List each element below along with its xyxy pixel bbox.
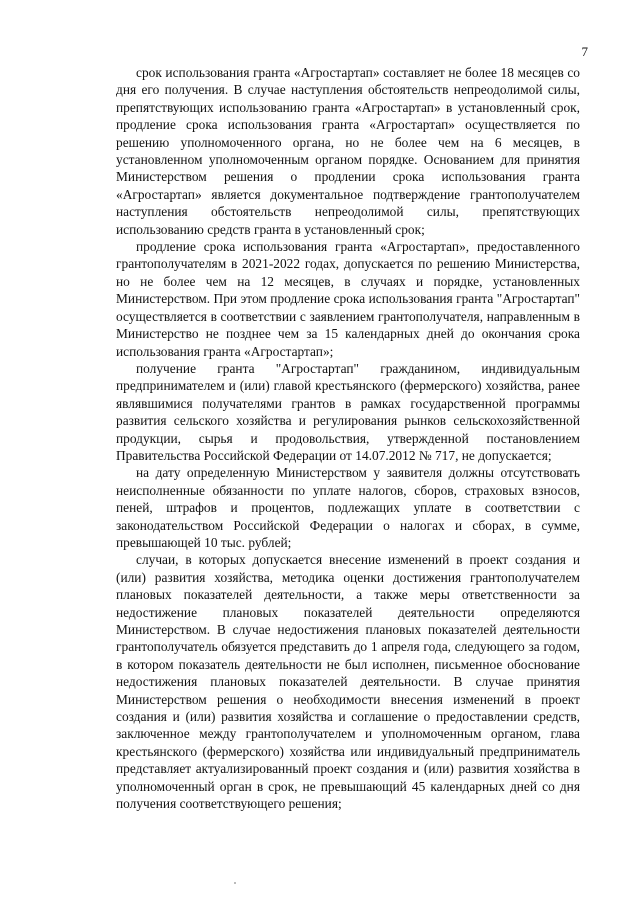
- paragraph-grant-extension-2021-2022: продление срока использования гранта «Агростартап», предоставленного грантополучателям в 2021-2022 годах, допускается по решению Министерства, но не более чем на 12 месяцев, в случаях и порядке, установленных Министерством. При этом продление срока использования гранта "Агростартап" осуществляется в соответствии с заявлением грантополучателя, направленным в Министерство не позднее чем за 15 календарных дней до окончания срока использования гранта «Агростартап»;: [116, 239, 580, 359]
- paragraph-grant-usage-term: срок использования гранта «Агростартап» составляет не более 18 месяцев со дня его получения. В случае наступления обстоятельств непреодолимой силы, препятствующих использованию гранта «Агростартап» в установленный срок, продление срока использования гранта «Агростартап» осуществляется по решению уполномоченного органа, но не более чем на 6 месяцев, в установленном уполномоченным органом порядке. Основанием для принятия Министерством решения о продлении срока использования гранта «Агростартап» является документальное подтверждение грантополучателем наступления обстоятельств непреодолимой силы, препятствующих использованию средств гранта в установленный срок;: [116, 65, 580, 237]
- document-body: [116, 64, 580, 812]
- scan-speck: [234, 882, 236, 884]
- paragraph-repeat-grant-prohibition: получение гранта "Агростартап" гражданином, индивидуальным предпринимателем и (или) главой крестьянского (фермерского) хозяйства, ранее являвшимися получателями грантов в рамках государственной программы развития сельского хозяйства и регулирования рынков сельскохозяйственной продукции, сырья и продовольствия, утвержденной постановлением Правительства Российской Федерации от 14.07.2012 № 717, не допускается;: [116, 360, 580, 463]
- page-number: 7: [581, 44, 588, 59]
- paragraph-tax-obligations: на дату определенную Министерством у заявителя должны отсутствовать неисполненные обязанности по уплате налогов, сборов, страховых взносов, пеней, штрафов и процентов, подлежащих уплате в соответствии с законодательством Российской Федерации о налогах и сборах, в сумме, превышающей 10 тыс. рублей;: [116, 465, 580, 550]
- paragraph-project-changes: случаи, в которых допускается внесение изменений в проект создания и (или) развития хозяйства, методика оценки достижения грантополучателем плановых показателей деятельности, а также меры ответственности за недостижение плановых показателей деятельности определяются Министерством. В случае недостижения плановых показателей деятельности грантополучатель обязуется представить до 1 апреля года, следующего за годом, в котором показатель деятельности не был исполнен, письменное обоснование недостижения плановых показателей деятельности. В случае принятия Министерством решения о необходимости внесения изменений в проект создания и (или) развития хозяйства и соглашение о предоставлении средств, заключенное между грантополучателем и уполномоченным органом, глава крестьянского (фермерского) хозяйства или индивидуальный предприниматель представляет актуализированный проект создания и (или) развития хозяйства в уполномоченный орган в срок, не превышающий 45 календарных дней со дня получения соответствующего решения;: [116, 552, 580, 812]
